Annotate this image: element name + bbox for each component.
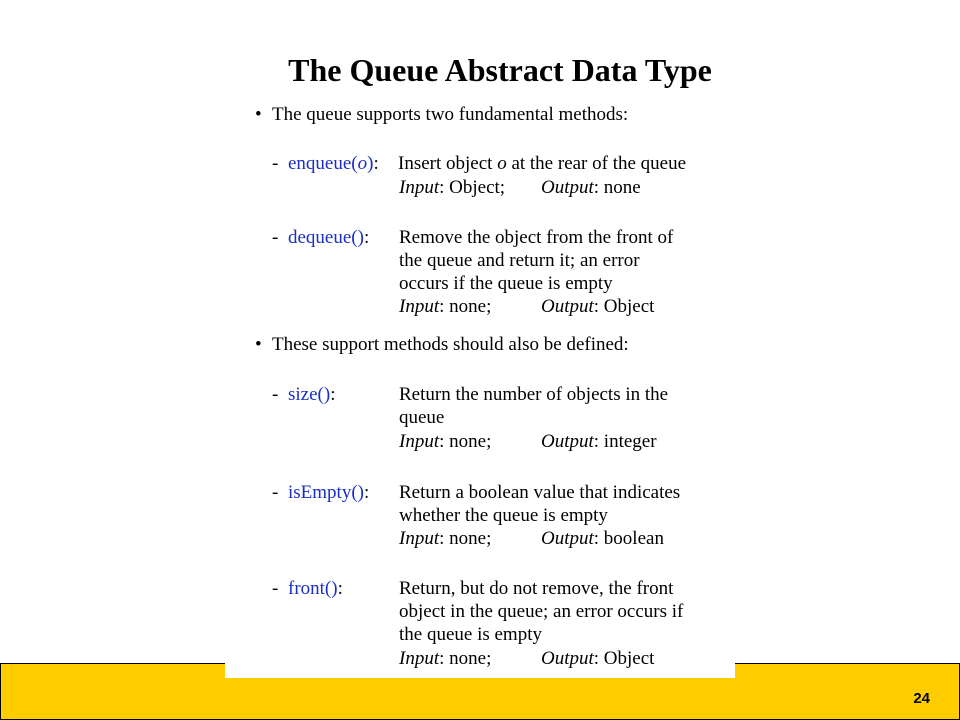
method-description-line: Return a boolean value that indicates (399, 482, 681, 503)
method-name-size: size(): (288, 384, 336, 405)
method-description: Insert object o at the rear of the queue (398, 153, 687, 174)
method-name-dequeue: dequeue(): (288, 227, 370, 248)
method-output: Output: none (541, 177, 641, 198)
method-description-line: the queue and return it; an error (399, 250, 640, 271)
method-name-isempty: isEmpty(): (288, 482, 370, 503)
method-description-line: Return, but do not remove, the front (399, 578, 674, 599)
dash-marker: - (272, 384, 279, 405)
method-name-enqueue: enqueue(o): (288, 153, 379, 174)
bullet-icon: • (255, 334, 262, 355)
method-description-line: queue (399, 407, 445, 428)
dash-marker: - (272, 578, 279, 599)
method-description-line: whether the queue is empty (399, 505, 608, 526)
method-output: Output: integer (541, 431, 657, 452)
method-output: Output: boolean (541, 528, 664, 549)
method-description-line: Return the number of objects in the (399, 384, 669, 405)
bullet-text: The queue supports two fundamental methods: (272, 104, 629, 125)
bullet-icon: • (255, 104, 262, 125)
method-name-front: front(): (288, 578, 343, 599)
slide-content (225, 30, 735, 678)
bullet-text: These support methods should also be defined: (272, 334, 629, 355)
slide-title: The Queue Abstract Data Type (288, 52, 712, 88)
method-description-line: the queue is empty (399, 624, 542, 645)
dash-marker: - (272, 153, 279, 174)
page-number: 24 (913, 690, 930, 707)
method-input: Input: none; (399, 528, 492, 549)
method-output: Output: Object (541, 296, 655, 317)
method-input: Input: Object; (399, 177, 506, 198)
method-description-line: Remove the object from the front of (399, 227, 674, 248)
dash-marker: - (272, 227, 279, 248)
method-description-line: occurs if the queue is empty (399, 273, 613, 294)
dash-marker: - (272, 482, 279, 503)
method-input: Input: none; (399, 431, 492, 452)
method-input: Input: none; (399, 648, 492, 669)
method-description-line: object in the queue; an error occurs if (399, 601, 684, 622)
method-output: Output: Object (541, 648, 655, 669)
method-input: Input: none; (399, 296, 492, 317)
